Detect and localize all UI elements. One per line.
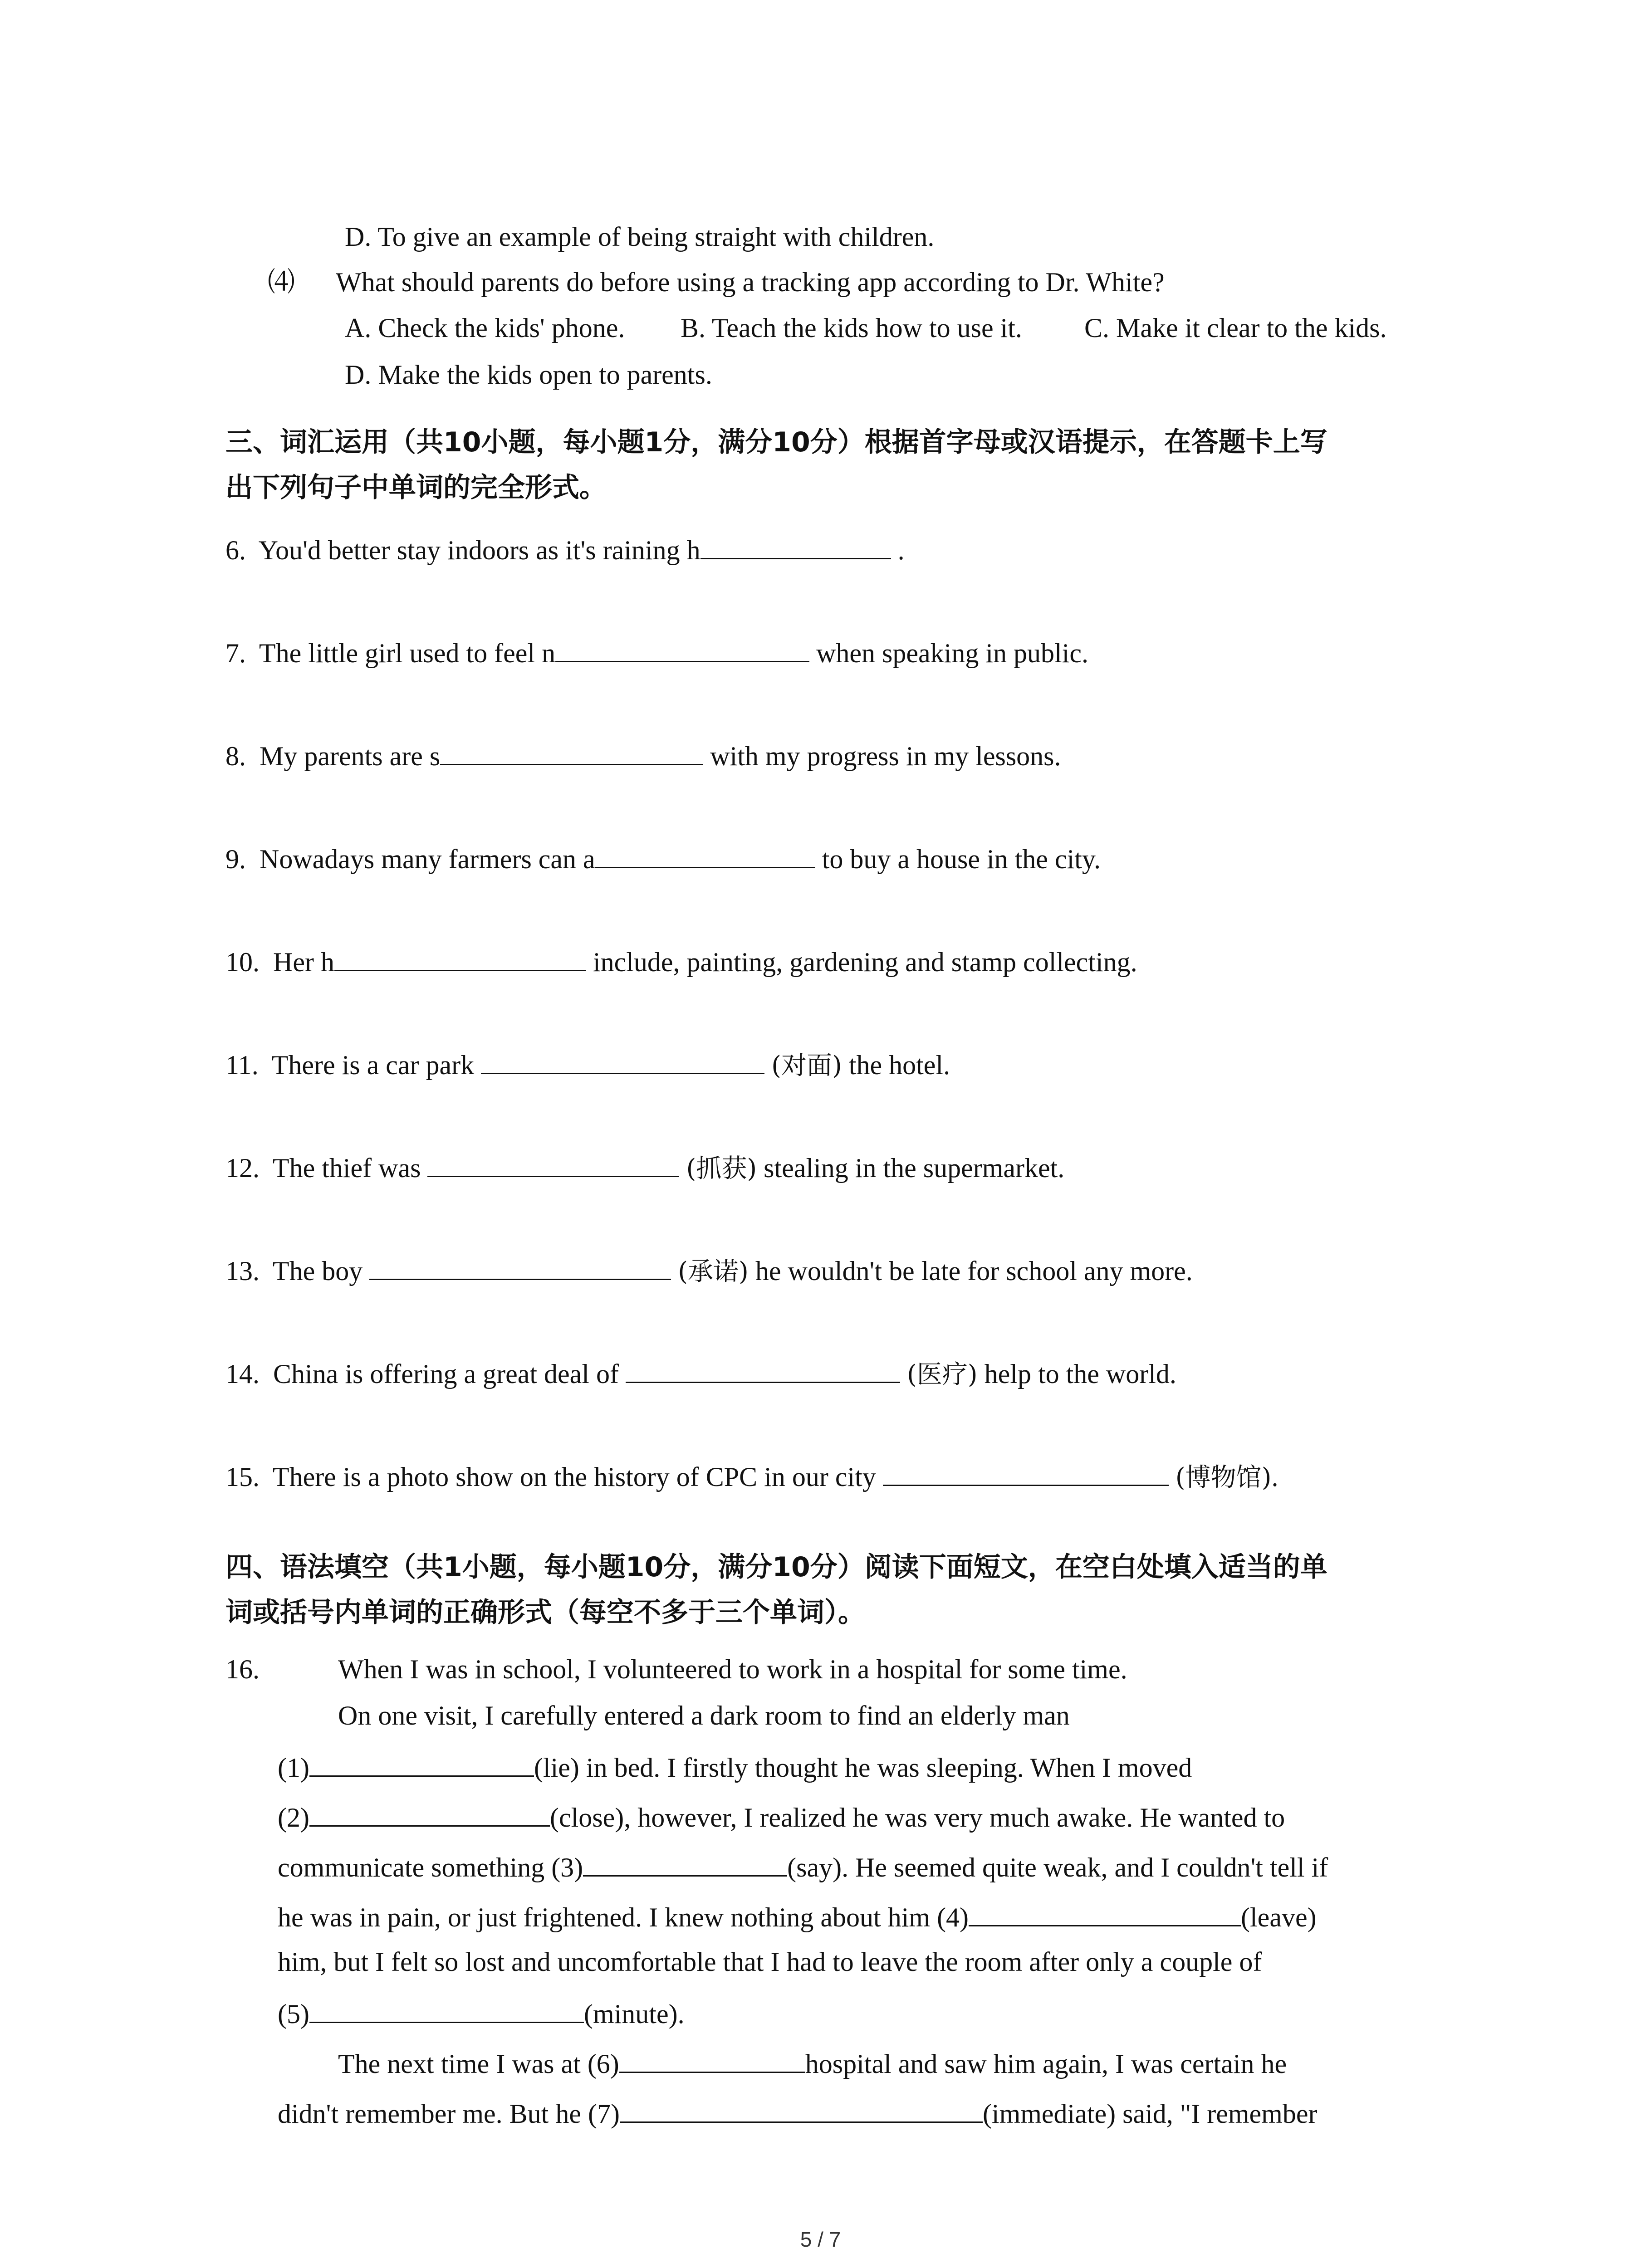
vocab-item-9 [225, 839, 1101, 877]
item-text-after: stealing in the supermarket. [757, 1153, 1065, 1183]
item-text-before: You'd better stay indoors as it's raining h [258, 535, 700, 565]
passage-text: he was in pain, or just frightened. I knew nothing about him (4) [278, 1902, 969, 1932]
passage-text: (minute). [583, 1999, 685, 2029]
answer-blank[interactable] [334, 942, 586, 971]
page-number: 5 / 7 [800, 2228, 841, 2251]
item-number: 7. [225, 638, 246, 668]
item-text-after: when speaking in public. [809, 638, 1088, 668]
section3-heading-line1: 三、词汇运用（共10小题，每小题1分，满分10分）根据首字母或汉语提示，在答题卡上写 [225, 426, 1327, 458]
answer-blank[interactable] [595, 839, 815, 868]
answer-blank[interactable] [481, 1045, 764, 1074]
item-number: 10. [225, 947, 260, 977]
item-text-after: help to the world. [977, 1359, 1176, 1389]
item-text-before: The boy [272, 1256, 370, 1286]
item-text-before: The thief was [272, 1153, 428, 1183]
passage-line-6 [278, 1897, 1317, 1936]
answer-blank[interactable] [555, 633, 809, 662]
item-text-before: My parents are s [260, 741, 441, 771]
answer-blank[interactable] [440, 736, 703, 765]
passage-text: communicate something (3) [278, 1853, 583, 1882]
item-text-after: to buy a house in the city. [815, 844, 1101, 874]
answer-blank-5[interactable] [309, 1994, 584, 2023]
chinese-hint: (抓获) [686, 1154, 757, 1183]
q5-option-d: D. To give an example of being straight with children. [345, 222, 935, 252]
q5-sub4-option-d: D. Make the kids open to parents. [345, 360, 712, 390]
vocab-item-6 [225, 530, 905, 568]
item-number: 12. [225, 1153, 260, 1183]
item-number: 6. [225, 535, 246, 565]
passage-line-4 [278, 1797, 1285, 1836]
chinese-hint: (医疗) [906, 1360, 978, 1389]
item-number: 8. [225, 741, 246, 771]
item-number: 11. [225, 1050, 259, 1080]
answer-blank[interactable] [700, 530, 891, 559]
passage-text: The next time I was at (6) [338, 2049, 619, 2079]
item-text-before: The little girl used to feel n [259, 638, 556, 668]
passage-text: (immediate) said, "I remember [982, 2099, 1318, 2129]
passage-text: (close), however, I realized he was very much awake. He wanted to [549, 1803, 1285, 1833]
chinese-hint: (承诺) [678, 1257, 749, 1286]
q5-sub4-number: ⑷ [268, 267, 295, 297]
blank-label-1: (1) [278, 1753, 309, 1783]
passage-text: hospital and saw him again, I was certain he [805, 2049, 1287, 2079]
item-text-before: There is a car park [271, 1050, 481, 1080]
answer-blank-7[interactable] [620, 2093, 983, 2123]
vocab-item-12 [225, 1148, 1064, 1187]
section4-heading-line1: 四、语法填空（共1小题，每小题10分，满分10分）阅读下面短文，在空白处填入适当的单 [225, 1551, 1327, 1583]
item-text-after: with my progress in my lessons. [703, 741, 1061, 771]
answer-blank-6[interactable] [619, 2043, 805, 2073]
passage-line-10 [278, 2093, 1317, 2132]
section3-heading-line2: 出下列句子中单词的完全形式。 [225, 472, 607, 503]
item-number: 14. [225, 1359, 260, 1389]
passage-line-7: him, but I felt so lost and uncomfortable that I had to leave the room after only a couple of [278, 1947, 1262, 1977]
answer-blank[interactable] [427, 1148, 679, 1177]
passage-line-9 [338, 2043, 1287, 2082]
q5-sub4-question: What should parents do before using a tracking app according to Dr. White? [336, 267, 1165, 297]
answer-blank-2[interactable] [309, 1797, 550, 1827]
passage-line-8 [278, 1994, 685, 2032]
item-text-after: the hotel. [842, 1050, 950, 1080]
item-text-after: include, painting, gardening and stamp collecting. [586, 947, 1137, 977]
blank-label-5: (5) [278, 1999, 309, 2029]
vocab-item-10 [225, 942, 1137, 980]
vocab-item-14 [225, 1354, 1176, 1393]
chinese-hint: (博物馆) [1175, 1463, 1272, 1492]
passage-line-3 [278, 1747, 1192, 1786]
vocab-item-15 [225, 1457, 1279, 1496]
answer-blank[interactable] [883, 1457, 1169, 1486]
answer-blank-4[interactable] [969, 1897, 1241, 1926]
answer-blank-3[interactable] [583, 1847, 787, 1877]
q5-sub4-option-b: B. Teach the kids how to use it. [681, 313, 1022, 343]
q5-sub4-option-a: A. Check the kids' phone. [345, 313, 625, 343]
passage-line-5 [278, 1847, 1328, 1886]
item-text-after: . [891, 535, 905, 565]
chinese-hint: (对面) [771, 1051, 842, 1080]
vocab-item-13 [225, 1251, 1193, 1290]
answer-blank[interactable] [369, 1251, 671, 1280]
vocab-item-7 [225, 633, 1088, 671]
passage-line-1: When I was in school, I volunteered to work in a hospital for some time. [338, 1654, 1127, 1684]
item-text-before: Her h [273, 947, 334, 977]
item-text-before: There is a photo show on the history of CPC in our city [272, 1462, 883, 1492]
item-text-after: . [1271, 1462, 1279, 1492]
answer-blank-1[interactable] [309, 1747, 534, 1777]
item-text-before: Nowadays many farmers can a [260, 844, 595, 874]
item-text-after: he wouldn't be late for school any more. [748, 1256, 1193, 1286]
vocab-item-11 [225, 1045, 950, 1084]
q16-number: 16. [225, 1654, 260, 1684]
passage-text: didn't remember me. But he (7) [278, 2099, 620, 2129]
answer-blank[interactable] [626, 1354, 900, 1383]
vocab-item-8 [225, 736, 1061, 774]
passage-text: (lie) in bed. I firstly thought he was sleeping. When I moved [534, 1753, 1192, 1783]
blank-label-2: (2) [278, 1803, 309, 1833]
passage-text: (leave) [1241, 1902, 1317, 1932]
passage-text: (say). He seemed quite weak, and I couldn't tell if [787, 1853, 1328, 1882]
passage-line-2: On one visit, I carefully entered a dark room to find an elderly man [338, 1701, 1070, 1730]
section4-heading-line2: 词或括号内单词的正确形式（每空不多于三个单词）。 [225, 1597, 865, 1628]
item-number: 13. [225, 1256, 260, 1286]
q5-sub4-option-c: C. Make it clear to the kids. [1084, 313, 1387, 343]
item-number: 9. [225, 844, 246, 874]
item-number: 15. [225, 1462, 260, 1492]
item-text-before: China is offering a great deal of [273, 1359, 626, 1389]
